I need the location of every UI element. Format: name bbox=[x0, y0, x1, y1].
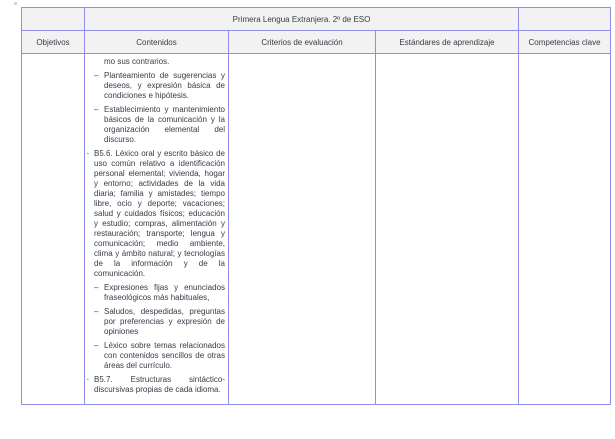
content-item-dash bbox=[86, 341, 225, 371]
scan-artifact bbox=[14, 2, 17, 5]
content-item-text: Léxico sobre temas relacionados con contenidos sencillos de otras áreas del currículo. bbox=[104, 341, 225, 370]
estandares-body-cell bbox=[376, 54, 519, 405]
header-cell-criterios: Criterios de evaluación bbox=[229, 31, 376, 54]
contenidos-cell-content bbox=[85, 54, 228, 397]
table-title: Primera Lengua Extranjera. 2º de ESO bbox=[85, 8, 519, 31]
dash-marker: – bbox=[94, 71, 99, 80]
dash-marker: – bbox=[94, 105, 99, 114]
content-item-text: B5.6. Léxico oral y escrito básico de uso común relativo a identificación personal elemental; vivienda, hogar y entorno; actividades de la vida diaria; familia y amistades; tiempo libre, ocio y deporte; vacaciones; salud y cuidados físicos; educación y estudio; compras, alimentación y restauración; transporte; lengua y comunicación; medio ambiente, clima y ámbito natural; y tecnologías de la información y de la comunicación. bbox=[94, 149, 225, 278]
header-cell-competencias: Competencias clave bbox=[519, 31, 611, 54]
content-item-dash bbox=[86, 307, 225, 337]
criterios-body-cell bbox=[229, 54, 376, 405]
column-header-row bbox=[22, 31, 611, 54]
content-item-text: Planteamiento de sugerencias y deseos, y expresión básica de condiciones e hipótesis. bbox=[104, 71, 225, 100]
header-cell-objetivos: Objetivos bbox=[22, 31, 85, 54]
dash-marker: – bbox=[94, 307, 99, 316]
content-item-continuation bbox=[86, 57, 225, 67]
content-item-text: Establecimiento y mantenimiento básicos de la comunicación y la organización elemental del discurso. bbox=[104, 105, 225, 144]
dash-marker: – bbox=[94, 341, 99, 350]
curriculum-table bbox=[21, 7, 611, 405]
content-item-text: Expresiones fijas y enunciados fraseológicos más habituales, bbox=[104, 283, 225, 302]
content-item-text: mo sus contrarios. bbox=[104, 57, 170, 66]
content-item-bullet bbox=[86, 375, 225, 395]
title-row-empty-cell-left bbox=[22, 8, 85, 31]
objetivos-body-cell bbox=[22, 54, 85, 405]
header-cell-contenidos: Contenidos bbox=[85, 31, 229, 54]
title-row-empty-cell-right bbox=[519, 8, 611, 31]
dash-marker: – bbox=[94, 283, 99, 292]
contenidos-body-cell bbox=[85, 54, 229, 405]
content-item-bullet bbox=[86, 149, 225, 279]
table-body-row bbox=[22, 54, 611, 405]
table-title-row bbox=[22, 8, 611, 31]
header-cell-estandares: Estándares de aprendizaje bbox=[376, 31, 519, 54]
square-bullet-marker: ▪ bbox=[87, 377, 89, 383]
content-item-dash bbox=[86, 105, 225, 145]
competencias-body-cell bbox=[519, 54, 611, 405]
square-bullet-marker: ▪ bbox=[87, 151, 89, 157]
content-item-text: Saludos, despedidas, preguntas por preferencias y expresión de opiniones bbox=[104, 307, 225, 336]
content-item-text: B5.7. Estructuras sintáctico-discursivas propias de cada idioma. bbox=[94, 375, 225, 394]
content-item-dash bbox=[86, 283, 225, 303]
content-item-dash bbox=[86, 71, 225, 101]
